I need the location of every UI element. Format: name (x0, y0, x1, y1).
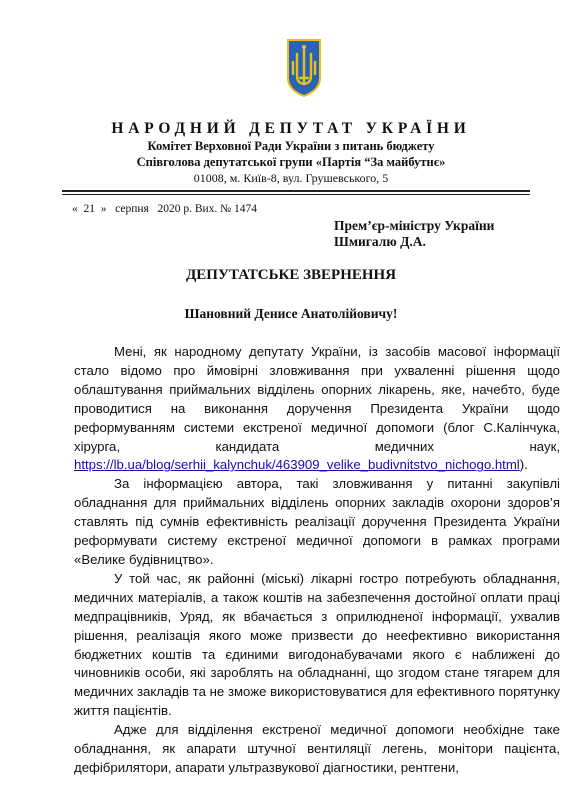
header-address: 01008, м. Київ-8, вул. Грушевського, 5 (193, 171, 389, 185)
header-divider (62, 190, 530, 192)
paragraph-1-tail: ). (519, 457, 528, 473)
header-title: НАРОДНИЙ ДЕПУТАТ УКРАЇНИ (111, 120, 471, 137)
outgoing-number: « 21 » серпня 2020 р. Вих. № 1474 (72, 203, 257, 215)
salutation: Шановний Денисе Анатолійовичу! (184, 306, 398, 321)
paragraph-2: За інформацією автора, такі зловживання у питанні закупівлі обладнання для приймальних відділень опорних закладів охорони здоров’я ставлять під сумнів ефективність реалізації доручення Президента України реформувати систему екстреної медичної допомоги в рамках програми «Велике будівництво». (74, 476, 560, 567)
paragraph-1 (74, 343, 560, 475)
header-divider-thin (62, 194, 530, 195)
paragraph-1-text: Мені, як народному депутату України, із засобів масової інформації стало відомо про ймовірні зловживання при ухваленні рішення щодо облаштування приймальних відділень опорних лікарень, яке, начебто, буде проводитися на виконання доручення Президента України щодо реформуванням системи екстреної медичної допомоги (блог С.Калінчука, хірурга, кандидата медичних наук, (74, 344, 560, 454)
addressee-position: Прем’єр-міністру України (334, 218, 495, 233)
header-group: Співголова депутатської групи «Партія “За майбутнє» (136, 155, 446, 169)
paragraph-4: Адже для відділення екстреної медичної допомоги необхідне таке обладнання, як апарати штучної вентиляції легень, монітори пацієнта, дефібрилятори, апарати ультразвукової діагностики, рентгени, (74, 722, 560, 775)
source-link[interactable]: https://lb.ua/blog/serhii_kalynchuk/463909_velike_budivnitstvo_nichogo.html (74, 457, 520, 473)
ukraine-coat-of-arms-icon (286, 38, 322, 98)
addressee-name: Шмигалю Д.А. (334, 234, 426, 249)
paragraph-3: У той час, як районні (міські) лікарні гостро потребують обладнання, медичних матеріалів, а також коштів на забезпечення достойної оплати праці медпрацівників, Уряд, як вбачається з оприлюдненої інформації, ухвалив рішення, реалізація якого може призвести до неефективно використання бюджетних коштів та єдиними вигодонабувачами якого є наближені до чиновників особи, які зароблять на обладнанні, що згодом стане тягарем для медичних закладів та не зможе використовуватися для ефективного порятунку життя пацієнтів. (74, 570, 560, 719)
letter-body (74, 343, 560, 778)
document-title: ДЕПУТАТСЬКЕ ЗВЕРНЕННЯ (185, 267, 397, 283)
header-committee: Комітет Верховної Ради України з питань бюджету (147, 139, 435, 153)
